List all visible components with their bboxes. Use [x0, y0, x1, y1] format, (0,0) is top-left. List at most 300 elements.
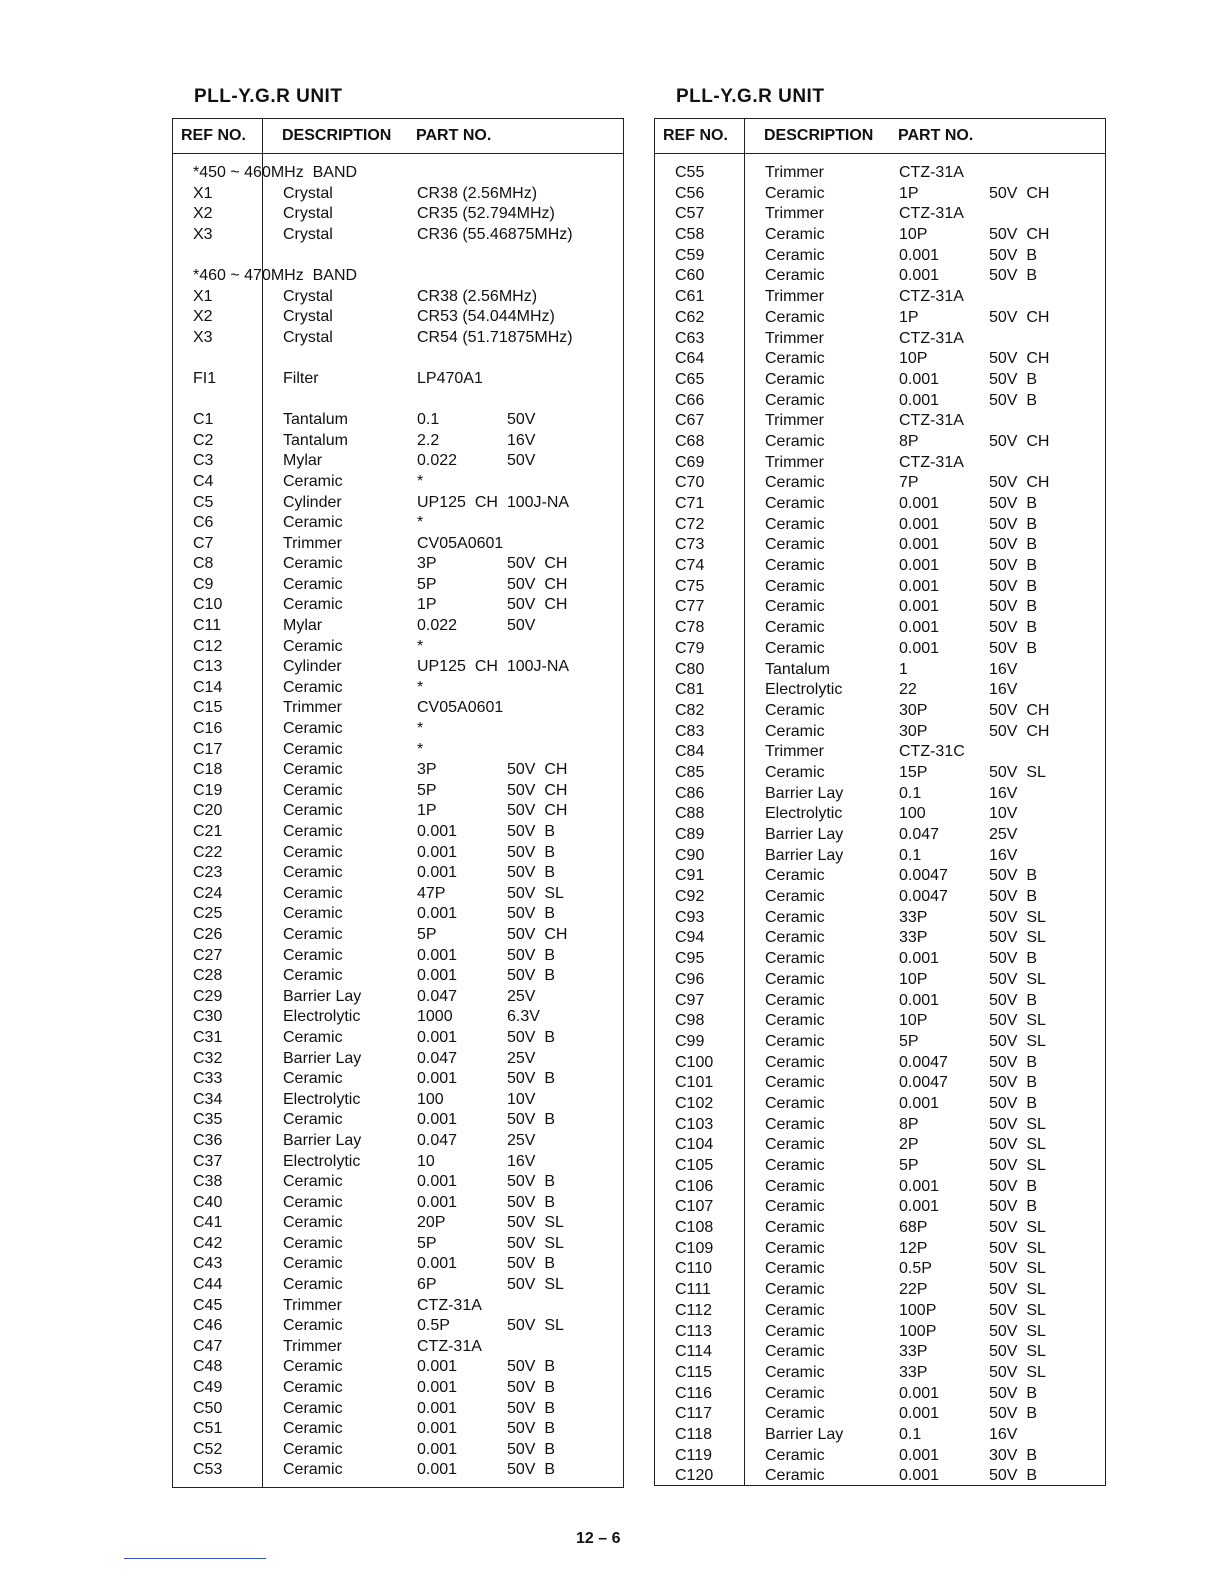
rating-cell: 50V SL	[507, 1214, 564, 1232]
table-row	[173, 307, 623, 328]
ref-no-cell: C42	[193, 1234, 223, 1252]
table-row	[655, 1363, 1105, 1384]
table-row	[655, 680, 1105, 701]
table-row	[173, 637, 623, 658]
ref-no-cell: C116	[675, 1384, 713, 1402]
rating-cell: 50V B	[507, 1255, 556, 1273]
table-row	[655, 618, 1105, 639]
ref-no-cell: C90	[675, 846, 705, 864]
description-cell: Trimmer	[283, 1296, 342, 1314]
part-no-cell: *	[417, 472, 424, 490]
ref-no-cell: C103	[675, 1115, 714, 1133]
ref-no-cell: C43	[193, 1255, 223, 1273]
description-cell: Ceramic	[283, 1399, 343, 1417]
rating-cell: 50V B	[507, 843, 556, 861]
part-no-cell: 1P	[417, 802, 437, 820]
table-row	[655, 639, 1105, 660]
part-no-cell: 0.001	[899, 1446, 940, 1464]
description-cell: Barrier Lay	[765, 846, 844, 864]
description-cell: Barrier Lay	[283, 1049, 362, 1067]
part-no-cell: CR35 (52.794MHz)	[417, 205, 555, 223]
header-description: DESCRIPTION	[764, 127, 874, 144]
rating-cell: 50V B	[989, 1198, 1038, 1216]
table-row	[173, 1275, 623, 1296]
rating-cell: 16V	[989, 846, 1018, 864]
ref-no-cell: C64	[675, 350, 705, 368]
part-no-cell: 0.001	[899, 515, 940, 533]
description-cell: Ceramic	[765, 246, 825, 264]
table-row	[173, 781, 623, 802]
rating-cell: 50V SL	[989, 1032, 1046, 1050]
table-header	[655, 119, 1105, 154]
ref-no-cell: C16	[193, 720, 223, 738]
description-cell: Ceramic	[283, 1317, 343, 1335]
description-cell: Ceramic	[765, 619, 825, 637]
rating-cell: 50V B	[989, 1177, 1038, 1195]
ref-no-cell: C66	[675, 391, 705, 409]
rating-cell: 25V	[507, 1049, 536, 1067]
header-ref-no: REF NO.	[663, 127, 728, 144]
part-no-cell: 30P	[899, 701, 928, 719]
table-row	[173, 1069, 623, 1090]
spacer-row	[173, 348, 623, 369]
rating-cell: 50V SL	[989, 1219, 1046, 1237]
part-no-cell: 33P	[899, 929, 928, 947]
rating-cell: 50V CH	[507, 575, 568, 593]
ref-no-cell: C104	[675, 1136, 714, 1154]
rating-cell: 50V B	[989, 1405, 1038, 1423]
part-no-cell: 0.001	[417, 1070, 458, 1088]
ref-no-cell: C9	[193, 575, 214, 593]
ref-no-cell: C15	[193, 699, 223, 717]
ref-no-cell: C62	[675, 308, 705, 326]
ref-no-cell: X3	[193, 328, 213, 346]
table-row	[655, 432, 1105, 453]
rating-cell: 50V SL	[989, 1363, 1046, 1381]
rating-cell: 50V SL	[507, 1317, 564, 1335]
description-cell: Ceramic	[765, 1467, 825, 1485]
description-cell: Tantalum	[765, 660, 830, 678]
part-no-cell: 30P	[899, 722, 928, 740]
rating-cell: 16V	[989, 681, 1018, 699]
rating-cell: 50V SL	[507, 1234, 564, 1252]
ref-no-cell: C4	[193, 472, 214, 490]
part-no-cell: 10P	[899, 1012, 928, 1030]
ref-no-cell: C35	[193, 1111, 223, 1129]
part-no-cell: CR38 (2.56MHz)	[417, 287, 538, 305]
rating-cell: 50V CH	[989, 722, 1050, 740]
ref-no-cell: C115	[675, 1363, 713, 1381]
description-cell: Ceramic	[765, 701, 825, 719]
rating-cell: 50V CH	[507, 596, 568, 614]
rating-cell: 50V B	[507, 1461, 556, 1479]
table-row	[655, 1053, 1105, 1074]
description-cell: Trimmer	[283, 534, 342, 552]
part-no-cell: 5P	[417, 1234, 437, 1252]
rating-cell: 50V B	[507, 1379, 556, 1397]
part-no-cell: *	[417, 514, 424, 532]
rating-cell: 50V CH	[989, 474, 1050, 492]
table-row	[173, 431, 623, 452]
table-row	[173, 451, 623, 472]
description-cell: Ceramic	[765, 867, 825, 885]
ref-no-cell: C57	[675, 205, 705, 223]
part-no-cell: 5P	[417, 575, 437, 593]
description-cell: Ceramic	[765, 639, 825, 657]
description-cell: Crystal	[283, 205, 333, 223]
ref-no-cell: C20	[193, 802, 223, 820]
ref-no-cell: C109	[675, 1239, 714, 1257]
description-cell: Ceramic	[283, 946, 343, 964]
table-row	[655, 742, 1105, 763]
table-row	[173, 1296, 623, 1317]
ref-no-cell: C91	[675, 867, 705, 885]
table-row	[655, 1404, 1105, 1425]
ref-no-cell: C99	[675, 1032, 705, 1050]
description-cell: Tantalum	[283, 431, 348, 449]
table-row	[655, 784, 1105, 805]
ref-no-cell: FI1	[193, 369, 217, 387]
part-no-cell: 22	[899, 681, 917, 699]
part-no-cell: 0.047	[417, 1131, 458, 1149]
description-cell: Crystal	[283, 308, 333, 326]
table-row	[173, 1090, 623, 1111]
description-cell: Ceramic	[283, 1461, 343, 1479]
description-cell: Ceramic	[765, 1281, 825, 1299]
description-cell: Ceramic	[765, 1363, 825, 1381]
description-cell: Ceramic	[765, 308, 825, 326]
table-row	[173, 410, 623, 431]
ref-no-cell: C120	[675, 1467, 714, 1485]
rating-cell: 50V SL	[989, 1301, 1046, 1319]
table-row	[655, 887, 1105, 908]
rating-cell: 50V CH	[989, 308, 1050, 326]
description-cell: Trimmer	[283, 1337, 342, 1355]
ref-no-cell: C55	[675, 164, 705, 181]
ref-no-cell: C117	[675, 1405, 713, 1423]
description-cell: Ceramic	[283, 864, 343, 882]
table-row	[173, 863, 623, 884]
part-no-cell: 0.001	[417, 1173, 458, 1191]
part-no-cell: CTZ-31A	[899, 453, 964, 471]
part-no-cell: 0.001	[899, 1467, 940, 1485]
ref-no-cell: C93	[675, 908, 705, 926]
description-cell: Ceramic	[765, 1343, 825, 1361]
description-cell: Ceramic	[283, 1255, 343, 1273]
description-cell: Trimmer	[283, 699, 342, 717]
description-cell: Ceramic	[765, 226, 825, 244]
rating-cell: 50V	[507, 452, 536, 470]
table-row	[655, 1094, 1105, 1115]
table-row	[173, 287, 623, 308]
rating-cell: 50V B	[507, 1028, 556, 1046]
table-row	[655, 908, 1105, 929]
ref-no-cell: C70	[675, 474, 705, 492]
description-cell: Ceramic	[765, 1053, 825, 1071]
part-no-cell: 0.001	[417, 1028, 458, 1046]
table-row	[655, 163, 1105, 184]
part-no-cell: 12P	[899, 1239, 928, 1257]
ref-no-cell: C79	[675, 639, 705, 657]
part-no-cell: 0.001	[417, 1440, 458, 1458]
ref-no-cell: C14	[193, 678, 223, 696]
table-row	[173, 760, 623, 781]
description-cell: Ceramic	[283, 472, 343, 490]
part-no-cell: 0.047	[899, 826, 940, 843]
part-no-cell: 3P	[417, 555, 437, 573]
description-cell: Ceramic	[765, 391, 825, 409]
part-no-cell: 1	[899, 660, 908, 678]
table-row	[655, 1239, 1105, 1260]
table-row	[655, 1135, 1105, 1156]
table-row	[655, 1446, 1105, 1467]
table-row	[655, 804, 1105, 825]
part-no-cell: 0.001	[899, 1198, 940, 1216]
rating-cell: 50V B	[989, 370, 1038, 388]
part-no-cell: 3P	[417, 761, 437, 779]
table-row	[173, 472, 623, 493]
part-no-cell: 10P	[899, 350, 928, 368]
part-no-cell: 2.2	[417, 431, 440, 449]
table-row	[655, 949, 1105, 970]
part-no-cell: CTZ-31A	[899, 288, 964, 306]
table-row	[655, 1425, 1105, 1446]
part-no-cell: 10P	[899, 226, 928, 244]
table-row	[173, 1193, 623, 1214]
part-no-cell: 5P	[417, 781, 437, 799]
part-no-cell: CR54 (51.71875MHz)	[417, 328, 573, 346]
description-cell: Ceramic	[283, 884, 343, 902]
description-cell: Barrier Lay	[765, 1425, 844, 1443]
ref-no-cell: C24	[193, 884, 223, 902]
table-row	[173, 843, 623, 864]
description-cell: Ceramic	[765, 577, 825, 595]
description-cell: Ceramic	[765, 991, 825, 1009]
table-row	[173, 575, 623, 596]
part-no-cell: CTZ-31C	[899, 743, 965, 761]
header-ref-no: REF NO.	[181, 127, 246, 144]
description-cell: Ceramic	[765, 474, 825, 492]
rating-cell: 50V SL	[989, 1157, 1046, 1174]
part-no-cell: 1P	[899, 184, 919, 202]
description-cell: Ceramic	[765, 1239, 825, 1257]
rating-cell: 25V	[507, 987, 536, 1005]
rating-cell: 50V B	[507, 1358, 556, 1376]
part-no-cell: 0.001	[417, 946, 458, 964]
ref-no-cell: C118	[675, 1425, 713, 1443]
table-row	[655, 1011, 1105, 1032]
ref-no-cell: C49	[193, 1379, 223, 1397]
part-no-cell: *	[417, 740, 424, 758]
description-cell: Ceramic	[765, 722, 825, 740]
table-row	[173, 595, 623, 616]
description-cell: Ceramic	[283, 1214, 343, 1232]
rating-cell: 50V B	[507, 1193, 556, 1211]
ref-no-cell: C96	[675, 970, 705, 988]
description-cell: Trimmer	[765, 743, 824, 761]
description-cell: Filter	[283, 369, 319, 387]
ref-no-cell: C75	[675, 577, 705, 595]
part-no-cell: 1P	[417, 596, 437, 614]
table-row	[655, 722, 1105, 743]
part-no-cell: 8P	[899, 432, 919, 450]
description-cell: Ceramic	[283, 740, 343, 758]
rating-cell: 30V B	[989, 1446, 1038, 1464]
table-row	[655, 391, 1105, 412]
spacer-row	[173, 390, 623, 411]
ref-no-cell: C95	[675, 950, 705, 968]
part-no-cell: 0.022	[417, 617, 458, 635]
rating-cell: 50V B	[989, 1467, 1038, 1485]
ref-no-cell: C13	[193, 658, 223, 676]
part-no-cell: 0.001	[417, 1193, 458, 1211]
table-row	[655, 1156, 1105, 1177]
rating-cell: 50V B	[989, 619, 1038, 637]
rating-cell: 50V B	[507, 1173, 556, 1191]
table-row	[655, 329, 1105, 350]
table-row	[655, 556, 1105, 577]
table-row	[655, 577, 1105, 598]
part-no-cell: 2P	[899, 1136, 919, 1154]
rating-cell: 50V SL	[989, 1281, 1046, 1299]
table-row	[173, 1419, 623, 1440]
ref-no-cell: C7	[193, 534, 214, 552]
rating-cell: 50V SL	[989, 929, 1046, 947]
table-row	[173, 328, 623, 349]
rating-cell: 50V B	[507, 1111, 556, 1129]
table-row	[173, 1337, 623, 1358]
description-cell: Ceramic	[283, 761, 343, 779]
rating-cell: 50V SL	[507, 1276, 564, 1294]
part-no-cell: 0.001	[899, 639, 940, 657]
spacer-row	[173, 245, 623, 266]
rating-cell: 50V CH	[507, 555, 568, 573]
part-no-cell: CV05A0601	[417, 534, 504, 552]
description-cell: Electrolytic	[283, 1090, 361, 1108]
rating-cell: 50V SL	[989, 1239, 1046, 1257]
description-cell: Crystal	[283, 287, 333, 305]
ref-no-cell: C12	[193, 637, 223, 655]
ref-no-cell: X2	[193, 308, 213, 326]
part-no-cell: 0.001	[417, 1420, 458, 1438]
table-row	[173, 1378, 623, 1399]
table-row	[655, 266, 1105, 287]
table-row	[655, 1384, 1105, 1405]
part-no-cell: UP125 CH 100J-NA	[417, 658, 570, 676]
ref-no-cell: C101	[675, 1074, 714, 1092]
ref-no-cell: C89	[675, 826, 705, 843]
page-number: 12 – 6	[576, 1530, 621, 1547]
rating-cell: 16V	[507, 1152, 536, 1170]
description-cell: Ceramic	[283, 925, 343, 943]
table-row	[655, 597, 1105, 618]
description-cell: Ceramic	[765, 557, 825, 575]
part-no-cell: CTZ-31A	[417, 1296, 482, 1314]
table-row	[173, 1213, 623, 1234]
part-no-cell: 0.5P	[417, 1317, 450, 1335]
description-cell: Ceramic	[765, 1198, 825, 1216]
table-row	[655, 1342, 1105, 1363]
table-row	[173, 554, 623, 575]
ref-no-cell: C119	[675, 1446, 713, 1464]
ref-no-cell: C81	[675, 681, 705, 699]
ref-no-cell: C40	[193, 1193, 223, 1211]
rating-cell: 50V B	[507, 1070, 556, 1088]
description-cell: Ceramic	[765, 1032, 825, 1050]
rating-cell: 50V SL	[989, 1322, 1046, 1340]
ref-no-cell: C69	[675, 453, 705, 471]
description-cell: Barrier Lay	[283, 1131, 362, 1149]
rating-cell: 50V SL	[989, 970, 1046, 988]
part-no-cell: 0.001	[417, 843, 458, 861]
part-no-cell: 0.1	[899, 1425, 922, 1443]
table-row	[655, 184, 1105, 205]
ref-no-cell: C63	[675, 329, 705, 347]
part-no-cell: 0.001	[899, 1405, 940, 1423]
rating-cell: 50V B	[989, 1074, 1038, 1092]
table-row	[655, 866, 1105, 887]
ref-no-cell: C23	[193, 864, 223, 882]
rating-cell: 16V	[507, 431, 536, 449]
ref-no-cell: C29	[193, 987, 223, 1005]
table-row	[173, 884, 623, 905]
table-row	[173, 369, 623, 390]
part-no-cell: 0.001	[899, 991, 940, 1009]
part-no-cell: 0.001	[417, 1358, 458, 1376]
description-cell: Ceramic	[765, 908, 825, 926]
part-no-cell: 0.001	[899, 619, 940, 637]
ref-no-cell: C77	[675, 598, 705, 616]
header-description: DESCRIPTION	[282, 127, 392, 144]
table-row	[173, 1234, 623, 1255]
table-row	[173, 987, 623, 1008]
rating-cell: 50V B	[989, 888, 1038, 906]
ref-no-cell: C68	[675, 432, 705, 450]
description-cell: Barrier Lay	[283, 987, 362, 1005]
ref-no-cell: X1	[193, 184, 213, 202]
description-cell: Ceramic	[765, 929, 825, 947]
description-cell: Ceramic	[765, 1301, 825, 1319]
part-no-cell: CTZ-31A	[899, 164, 964, 181]
part-no-cell: 6P	[417, 1276, 437, 1294]
rating-cell: 50V B	[507, 1440, 556, 1458]
ref-no-cell: C85	[675, 763, 705, 781]
ref-no-cell: C1	[193, 411, 214, 429]
rating-cell: 50V B	[989, 391, 1038, 409]
description-cell: Electrolytic	[765, 805, 843, 823]
ref-no-cell: C8	[193, 555, 214, 573]
part-no-cell: 0.0047	[899, 888, 948, 906]
table-row	[173, 946, 623, 967]
description-cell: Ceramic	[765, 536, 825, 554]
rating-cell: 50V CH	[507, 761, 568, 779]
description-cell: Ceramic	[765, 1094, 825, 1112]
table-row	[655, 701, 1105, 722]
band-heading	[173, 266, 623, 287]
table-row	[655, 846, 1105, 867]
description-cell: Ceramic	[765, 1260, 825, 1278]
band-label: *460 ~ 470MHz BAND	[193, 266, 358, 284]
rating-cell: 50V CH	[507, 781, 568, 799]
description-cell: Ceramic	[283, 514, 343, 532]
description-cell: Ceramic	[283, 637, 343, 655]
ref-no-cell: C11	[193, 617, 222, 635]
part-no-cell: 5P	[899, 1032, 919, 1050]
part-no-cell: UP125 CH 100J-NA	[417, 493, 570, 511]
part-no-cell: 8P	[899, 1115, 919, 1133]
part-no-cell: CTZ-31A	[899, 329, 964, 347]
part-no-cell: 0.001	[899, 950, 940, 968]
